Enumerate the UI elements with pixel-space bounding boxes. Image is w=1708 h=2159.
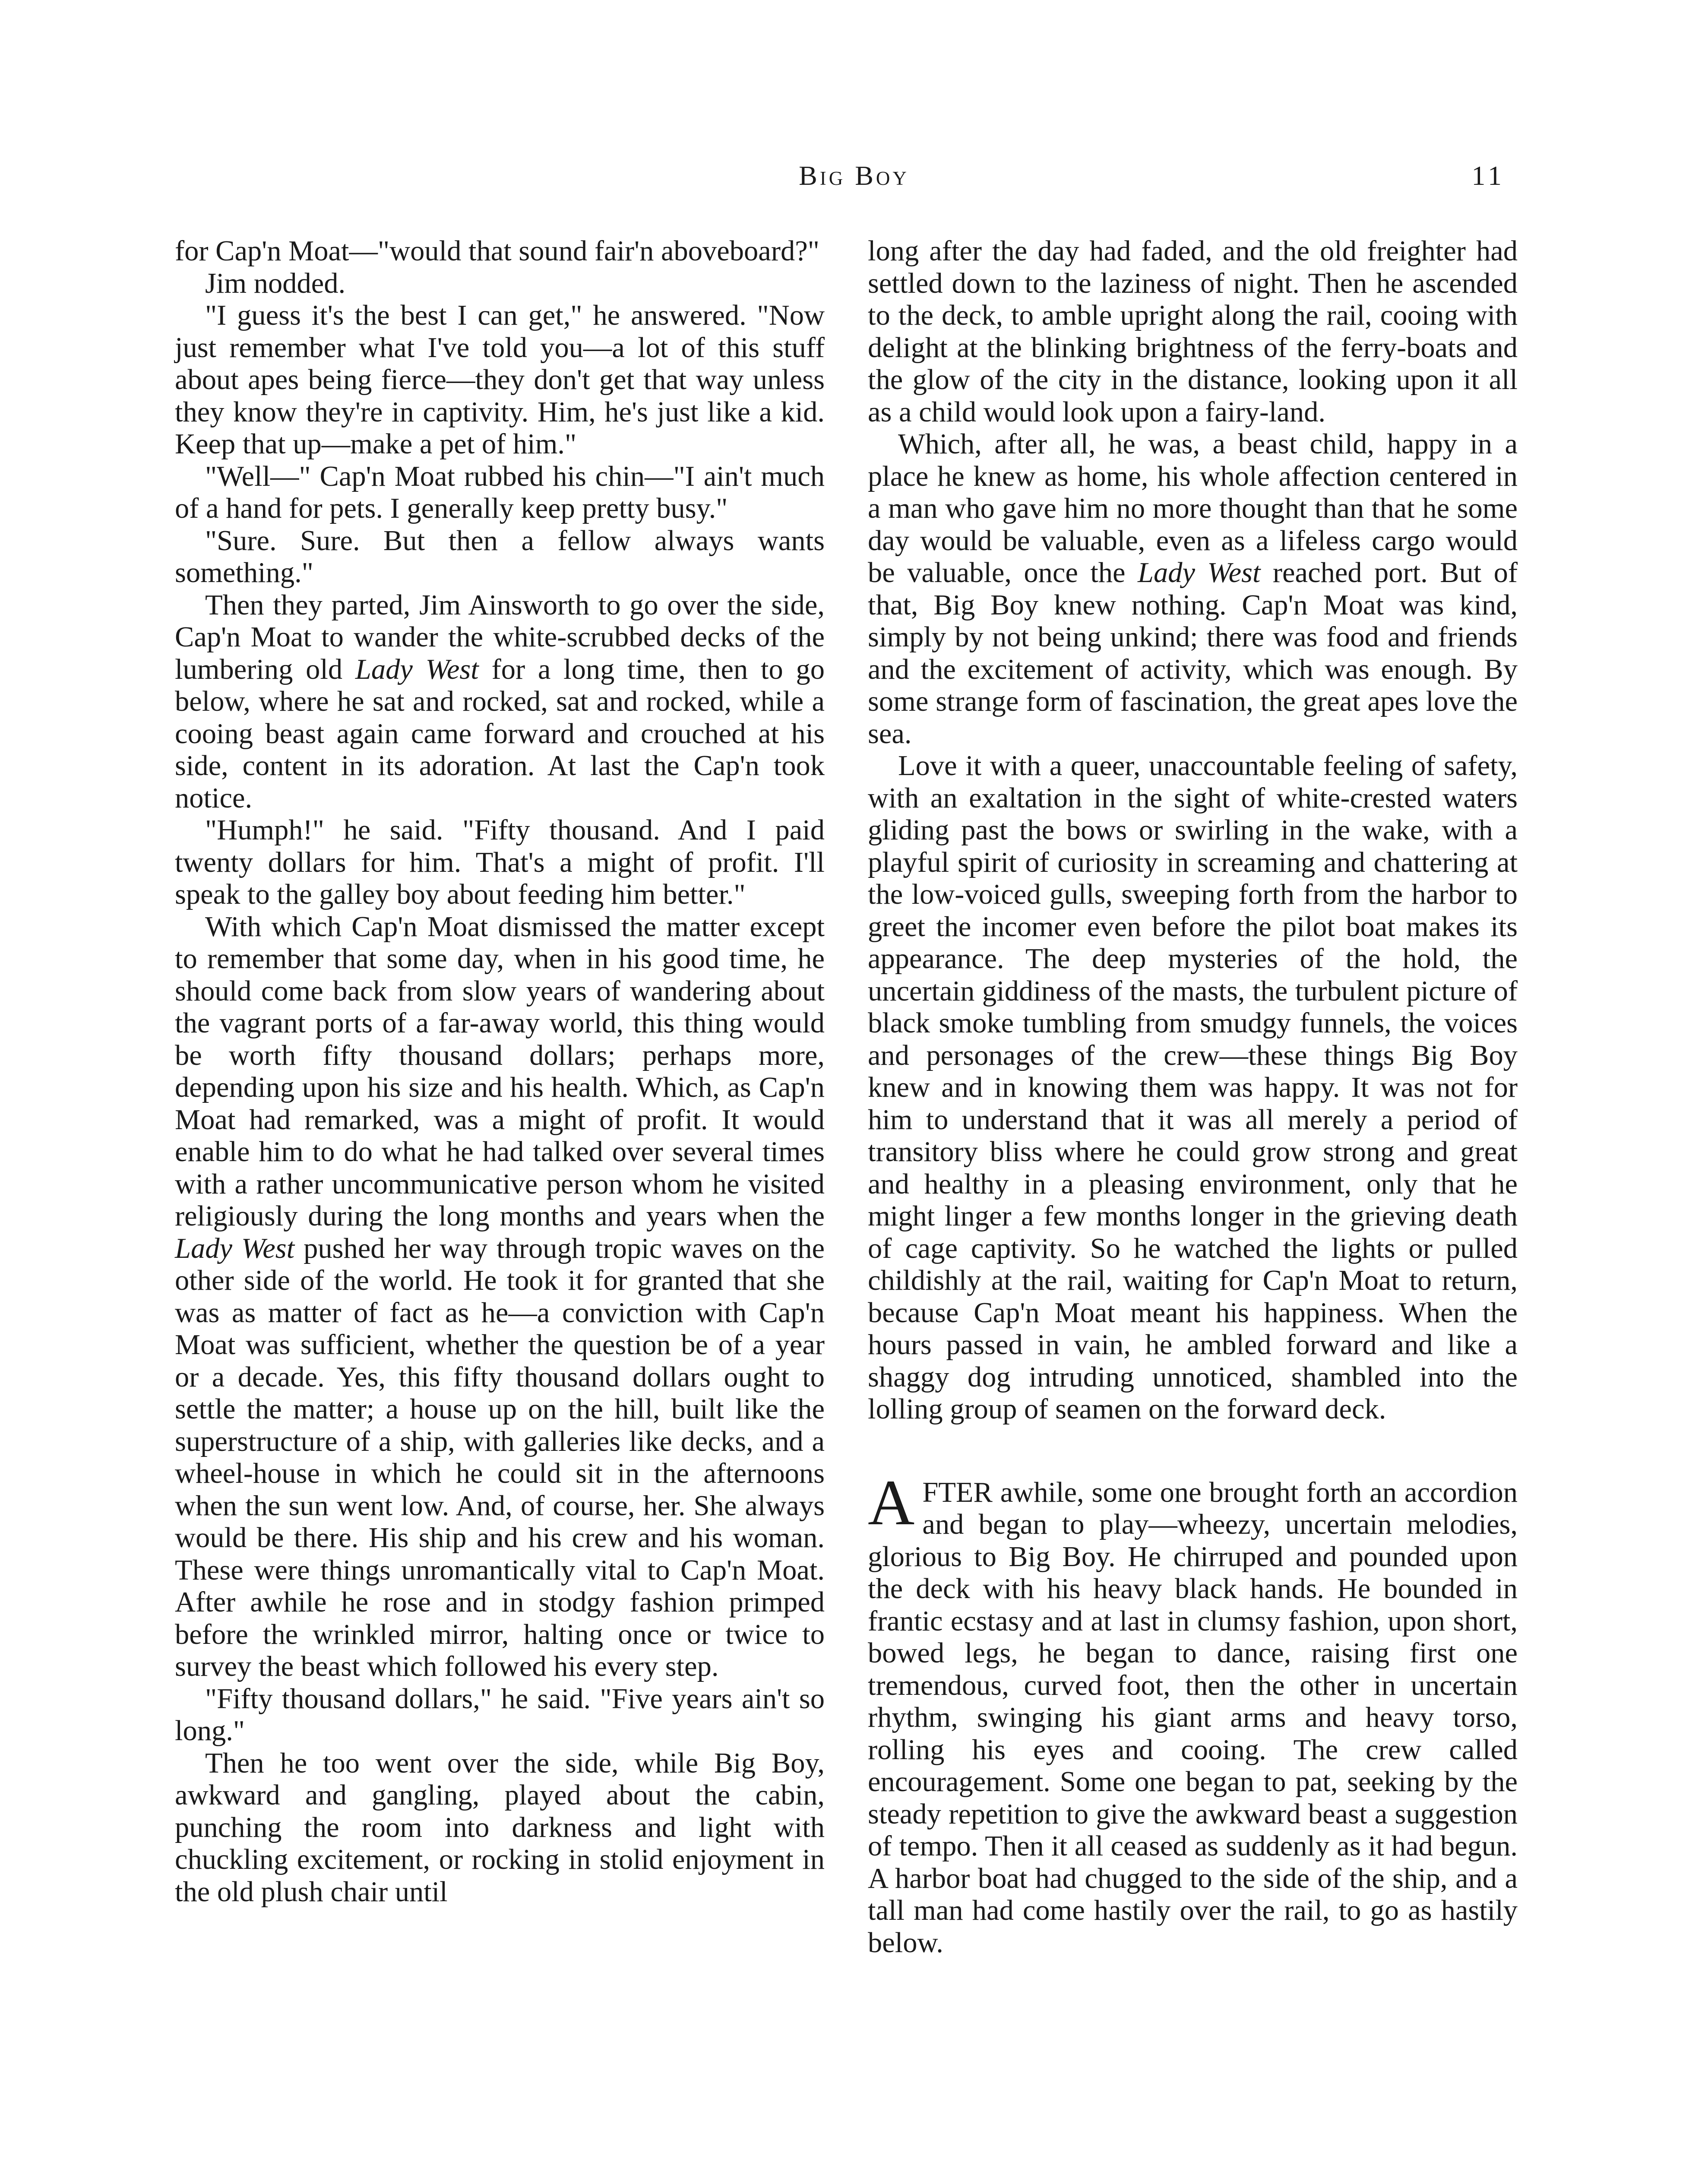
drop-cap: A [868, 1466, 915, 1539]
small-caps-lead: FTER [922, 1476, 993, 1508]
paragraph: "Well—" Cap'n Moat rubbed his chin—"I ain't much of a hand for pets. I generally keep pretty busy." [175, 460, 825, 524]
text-run: pushed her way through tropic waves on the other side of the world. He took it for granted that she was as matter of fact as he—a conviction with Cap'n Moat was sufficient, whether the question be of a year or a decade. Yes, this fifty thousand dollars ought to settle the matter; a house up on the hill, built like the superstructure of a ship, with galleries like decks, and a wheel-house in which he could sit in the afternoons when the sun went low. And, of course, her. She always would be there. His ship and his crew and his woman. These were things unromantically vital to Cap'n Moat. After awhile he rose and in stodgy fashion primped before the wrinkled mirror, halting once or twice to survey the beast which followed his every step. [175, 1232, 825, 1682]
paragraph [175, 589, 825, 815]
paragraph: "Fifty thousand dollars," he said. "Five years ain't so long." [175, 1683, 825, 1747]
paragraph [868, 428, 1518, 750]
text-run: With which Cap'n Moat dismissed the matter except to remember that some day, when in his good time, he should come back from slow years of wandering about the vagrant ports of a far-away world, this thing would be worth fifty thousand dollars; perhaps more, depending upon his size and his health. Which, as Cap'n Moat had remarked, was a might of profit. It would enable him to do what he had talked over several times with a rather uncommunicative person whom he visited religiously during the long months and years when the [175, 911, 825, 1232]
section-opening-paragraph [868, 1466, 1518, 1960]
paragraph [175, 911, 825, 1683]
right-text-column [868, 235, 1518, 1959]
paragraph: "Sure. Sure. But then a fellow always wants something." [175, 525, 825, 589]
page-number: 11 [1471, 160, 1505, 191]
text-run: awhile, some one brought forth an accordion and began to play—wheezy, uncertain melodies, glorious to Big Boy. He chirruped and pounded upon the deck with his heavy black hands. He bounded in frantic ecstasy and at last in clumsy fashion, upon short, bowed legs, he began to dance, raising first one tremendous, curved foot, then the other in uncertain rhythm, swinging his giant arms and heavy torso, rolling his eyes and cooing. The crew called encouragement. Some one began to pat, seeking by the steady repetition to give the awkward beast a suggestion of tempo. Then it all ceased as suddenly as it had begun. A harbor boat had chugged to the side of the ship, and a tall man had come hastily over the rail, to go as hastily below. [868, 1476, 1518, 1959]
paragraph: Jim nodded. [205, 267, 346, 299]
paragraph: "Humph!" he said. "Fifty thousand. And I paid twenty dollars for him. That's a might of profit. I'll speak to the galley boy about feeding him better." [175, 814, 825, 910]
text-run: Then they parted, Jim Ainsworth to go over the side, Cap'n Moat to wander the white-scrubbed decks of the lumbering old [175, 589, 825, 685]
text-run: reached port. But of that, Big Boy knew nothing. Cap'n Moat was kind, simply by not being unkind; there was food and friends and the excitement of activity, which was enough. By some strange form of fascination, the great apes love the sea. [868, 557, 1518, 750]
ship-name-italic: Lady West [1137, 557, 1261, 589]
paragraph: Love it with a queer, unaccountable feeling of safety, with an exaltation in the sight of white-crested waters gliding past the bows or swirling in the wake, with a playful spirit of curiosity in screaming and chattering at the low-voiced gulls, sweeping forth from the harbor to greet the incomer even before the pilot boat makes its appearance. The deep mysteries of the hold, the uncertain giddiness of the masts, the turbulent picture of black smoke tumbling from smudgy funnels, the voices and personages of the crew—these things Big Boy knew and in knowing them was happy. It was not for him to understand that it was all merely a period of transitory bliss where he could grow strong and great and healthy in a pleasing environment, only that he might linger a few months longer in the grieving death of cage captivity. So he watched the lights or pulled childishly at the rail, waiting for Cap'n Moat to return, because Cap'n Moat meant his happiness. When the hours passed in vain, he ambled forward and like a shaggy dog intruding unnoticed, shambled into the lolling group of seamen on the forward deck. [868, 750, 1518, 1425]
paragraph: for Cap'n Moat—"would that sound fair'n aboveboard?" [175, 235, 819, 267]
paragraph: "I guess it's the best I can get," he answered. "Now just remember what I've told you—a lot of this stuff about apes being fierce—they don't get that way unless they know they're in captivity. Him, he's just like a kid. Keep that up—make a pet of him." [175, 300, 825, 460]
paragraph: Then he too went over the side, while Big Boy, awkward and gangling, played about the cabin, punching the room into darkness and light with chuckling excitement, or rocking in stolid enjoyment in the old plush chair until [175, 1747, 825, 1908]
ship-name-italic: Lady West [355, 653, 479, 685]
text-run: Which, after all, he was, a beast child, happy in a place he knew as home, his whole affection centered in a man who gave him no more thought than that he some day would be valuable, even as a lifeless cargo would be valuable, once the [868, 428, 1518, 589]
paragraph: long after the day had faded, and the old freighter had settled down to the laziness of night. Then he ascended to the deck, to amble upright along the rail, cooing with delight at the blinking brightness of the ferry-boats and the glow of the city in the distance, looking upon it all as a child would look upon a fairy-land. [868, 235, 1518, 428]
running-title: Big Boy [799, 160, 909, 191]
text-run: for a long time, then to go below, where he sat and rocked, sat and rocked, while a cooing beast again came forward and crouched at his side, content in its adoration. At last the Cap'n took notice. [175, 653, 825, 814]
ship-name-italic: Lady West [175, 1232, 295, 1264]
left-text-column [175, 235, 825, 1908]
